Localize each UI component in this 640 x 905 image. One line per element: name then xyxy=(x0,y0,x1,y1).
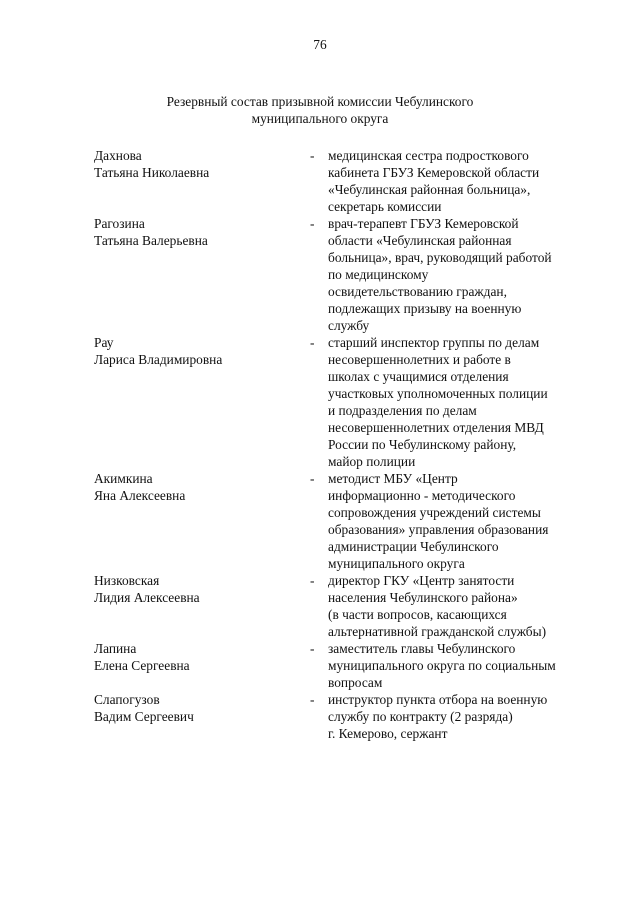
member-position-line: альтернативной гражданской службы) xyxy=(328,624,547,639)
member-position-line: «Чебулинская районная больница», xyxy=(328,182,531,197)
member-name xyxy=(94,640,304,674)
member-name-line: Лидия Алексеевна xyxy=(94,590,200,605)
title-line: Резервный состав призывной комиссии Чебулинского xyxy=(166,94,474,109)
member-name xyxy=(94,147,304,181)
member-position-line: подлежащих призыву на военную xyxy=(328,301,522,316)
title-line: муниципального округа xyxy=(251,111,389,126)
member-position-line: заместитель главы Чебулинского xyxy=(328,641,516,656)
member-position-line: освидетельствованию граждан, xyxy=(328,284,507,299)
dash-separator: - xyxy=(310,573,315,588)
member-position-line: школах с учащимися отделения xyxy=(328,369,509,384)
member-entry xyxy=(0,691,640,742)
dash-separator: - xyxy=(310,148,315,163)
member-position-line: вопросам xyxy=(328,675,383,690)
member-position-line: и подразделения по делам xyxy=(328,403,477,418)
member-position xyxy=(328,640,588,691)
member-position xyxy=(328,215,588,334)
member-position-line: муниципального округа по социальным xyxy=(328,658,556,673)
member-name-line: Рау xyxy=(94,335,114,350)
member-name-line: Низковская xyxy=(94,573,160,588)
member-name-line: Рагозина xyxy=(94,216,145,231)
members-list xyxy=(0,147,640,742)
member-position-line: больница», врач, руководящий работой xyxy=(328,250,552,265)
page-number: 76 xyxy=(313,37,327,52)
member-position-line: службу xyxy=(328,318,370,333)
member-position-line: секретарь комиссии xyxy=(328,199,442,214)
member-position-line: врач-терапевт ГБУЗ Кемеровской xyxy=(328,216,519,231)
member-position-line: директор ГКУ «Центр занятости xyxy=(328,573,515,588)
member-entry xyxy=(0,572,640,640)
member-name-line: Вадим Сергеевич xyxy=(94,709,194,724)
member-position-line: образования» управления образования xyxy=(328,522,549,537)
member-name-line: Лапина xyxy=(94,641,137,656)
member-entry xyxy=(0,215,640,334)
member-name-line: Елена Сергеевна xyxy=(94,658,190,673)
member-position-line: медицинская сестра подросткового xyxy=(328,148,529,163)
member-name-line: Слапогузов xyxy=(94,692,160,707)
member-position-line: старший инспектор группы по делам xyxy=(328,335,540,350)
member-entry xyxy=(0,470,640,572)
member-position-line: г. Кемерово, сержант xyxy=(328,726,448,741)
member-name xyxy=(94,691,304,725)
member-name-line: Татьяна Валерьевна xyxy=(94,233,208,248)
member-position-line: России по Чебулинскому району, xyxy=(328,437,517,452)
member-position-line: несовершеннолетних отделения МВД xyxy=(328,420,544,435)
member-position xyxy=(328,470,588,572)
member-position-line: майор полиции xyxy=(328,454,416,469)
member-position xyxy=(328,572,588,640)
member-position xyxy=(328,334,588,470)
dash-separator: - xyxy=(310,471,315,486)
member-position-line: методист МБУ «Центр xyxy=(328,471,458,486)
dash-separator: - xyxy=(310,641,315,656)
member-entry xyxy=(0,147,640,215)
member-name xyxy=(94,470,304,504)
member-position xyxy=(328,691,588,742)
member-name-line: Татьяна Николаевна xyxy=(94,165,210,180)
document-title xyxy=(0,93,640,127)
member-name-line: Яна Алексеевна xyxy=(94,488,186,503)
member-name xyxy=(94,572,304,606)
member-position-line: области «Чебулинская районная xyxy=(328,233,512,248)
member-position-line: информационно - методического xyxy=(328,488,516,503)
member-position xyxy=(328,147,588,215)
member-position-line: (в части вопросов, касающихся xyxy=(328,607,507,622)
member-position-line: кабинета ГБУЗ Кемеровской области xyxy=(328,165,540,180)
dash-separator: - xyxy=(310,692,315,707)
member-name-line: Акимкина xyxy=(94,471,153,486)
member-name-line: Лариса Владимировна xyxy=(94,352,223,367)
member-position-line: населения Чебулинского района» xyxy=(328,590,518,605)
member-name xyxy=(94,334,304,368)
member-entry xyxy=(0,640,640,691)
member-position-line: несовершеннолетних и работе в xyxy=(328,352,511,367)
member-entry xyxy=(0,334,640,470)
member-name-line: Дахнова xyxy=(94,148,142,163)
dash-separator: - xyxy=(310,216,315,231)
member-position-line: службу по контракту (2 разряда) xyxy=(328,709,513,724)
member-position-line: администрации Чебулинского xyxy=(328,539,499,554)
member-position-line: участковых уполномоченных полиции xyxy=(328,386,548,401)
member-name xyxy=(94,215,304,249)
member-position-line: муниципального округа xyxy=(328,556,465,571)
member-position-line: сопровождения учреждений системы xyxy=(328,505,541,520)
member-position-line: по медицинскому xyxy=(328,267,429,282)
dash-separator: - xyxy=(310,335,315,350)
member-position-line: инструктор пункта отбора на военную xyxy=(328,692,548,707)
